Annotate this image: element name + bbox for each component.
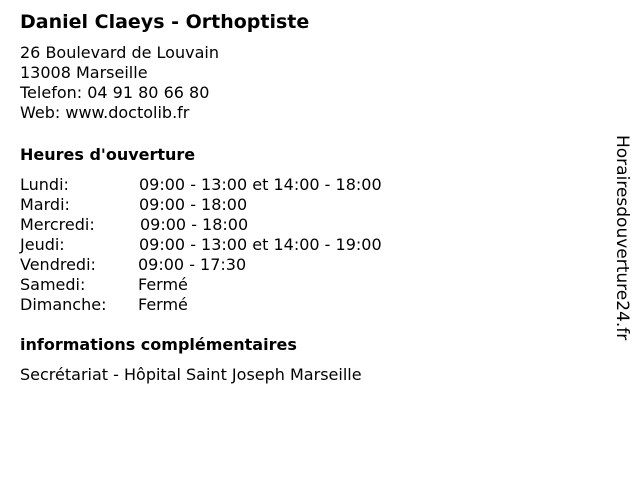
day-label: Mardi: [20, 195, 70, 214]
phone-number: Telefon: 04 91 80 66 80 [20, 83, 210, 102]
hours-heading: Heures d'ouverture [20, 145, 196, 164]
extra-info-text: Secrétariat - Hôpital Saint Joseph Marseille [20, 365, 362, 384]
day-label: Vendredi: [20, 255, 96, 274]
time-value: 09:00 - 18:00 [139, 195, 248, 214]
address-block [20, 43, 219, 123]
time-value: Fermé [138, 275, 188, 294]
site-watermark: Horairesdouverture24.fr [612, 135, 632, 341]
time-value: 09:00 - 18:00 [140, 215, 249, 234]
city-postal: 13008 Marseille [20, 63, 148, 82]
time-value: 09:00 - 13:00 et 14:00 - 18:00 [139, 175, 382, 194]
street-address: 26 Boulevard de Louvain [20, 43, 219, 62]
extra-info-heading: informations complémentaires [20, 335, 297, 354]
day-label: Jeudi: [20, 235, 65, 254]
page-title: Daniel Claeys - Orthoptiste [20, 11, 310, 33]
website: Web: www.doctolib.fr [20, 103, 190, 122]
time-value: Fermé [138, 295, 188, 314]
day-label: Mercredi: [20, 215, 95, 234]
time-value: 09:00 - 13:00 et 14:00 - 19:00 [139, 235, 382, 254]
time-value: 09:00 - 17:30 [138, 255, 247, 274]
day-label: Dimanche: [20, 295, 107, 314]
day-label: Lundi: [20, 175, 69, 194]
day-label: Samedi: [20, 275, 86, 294]
